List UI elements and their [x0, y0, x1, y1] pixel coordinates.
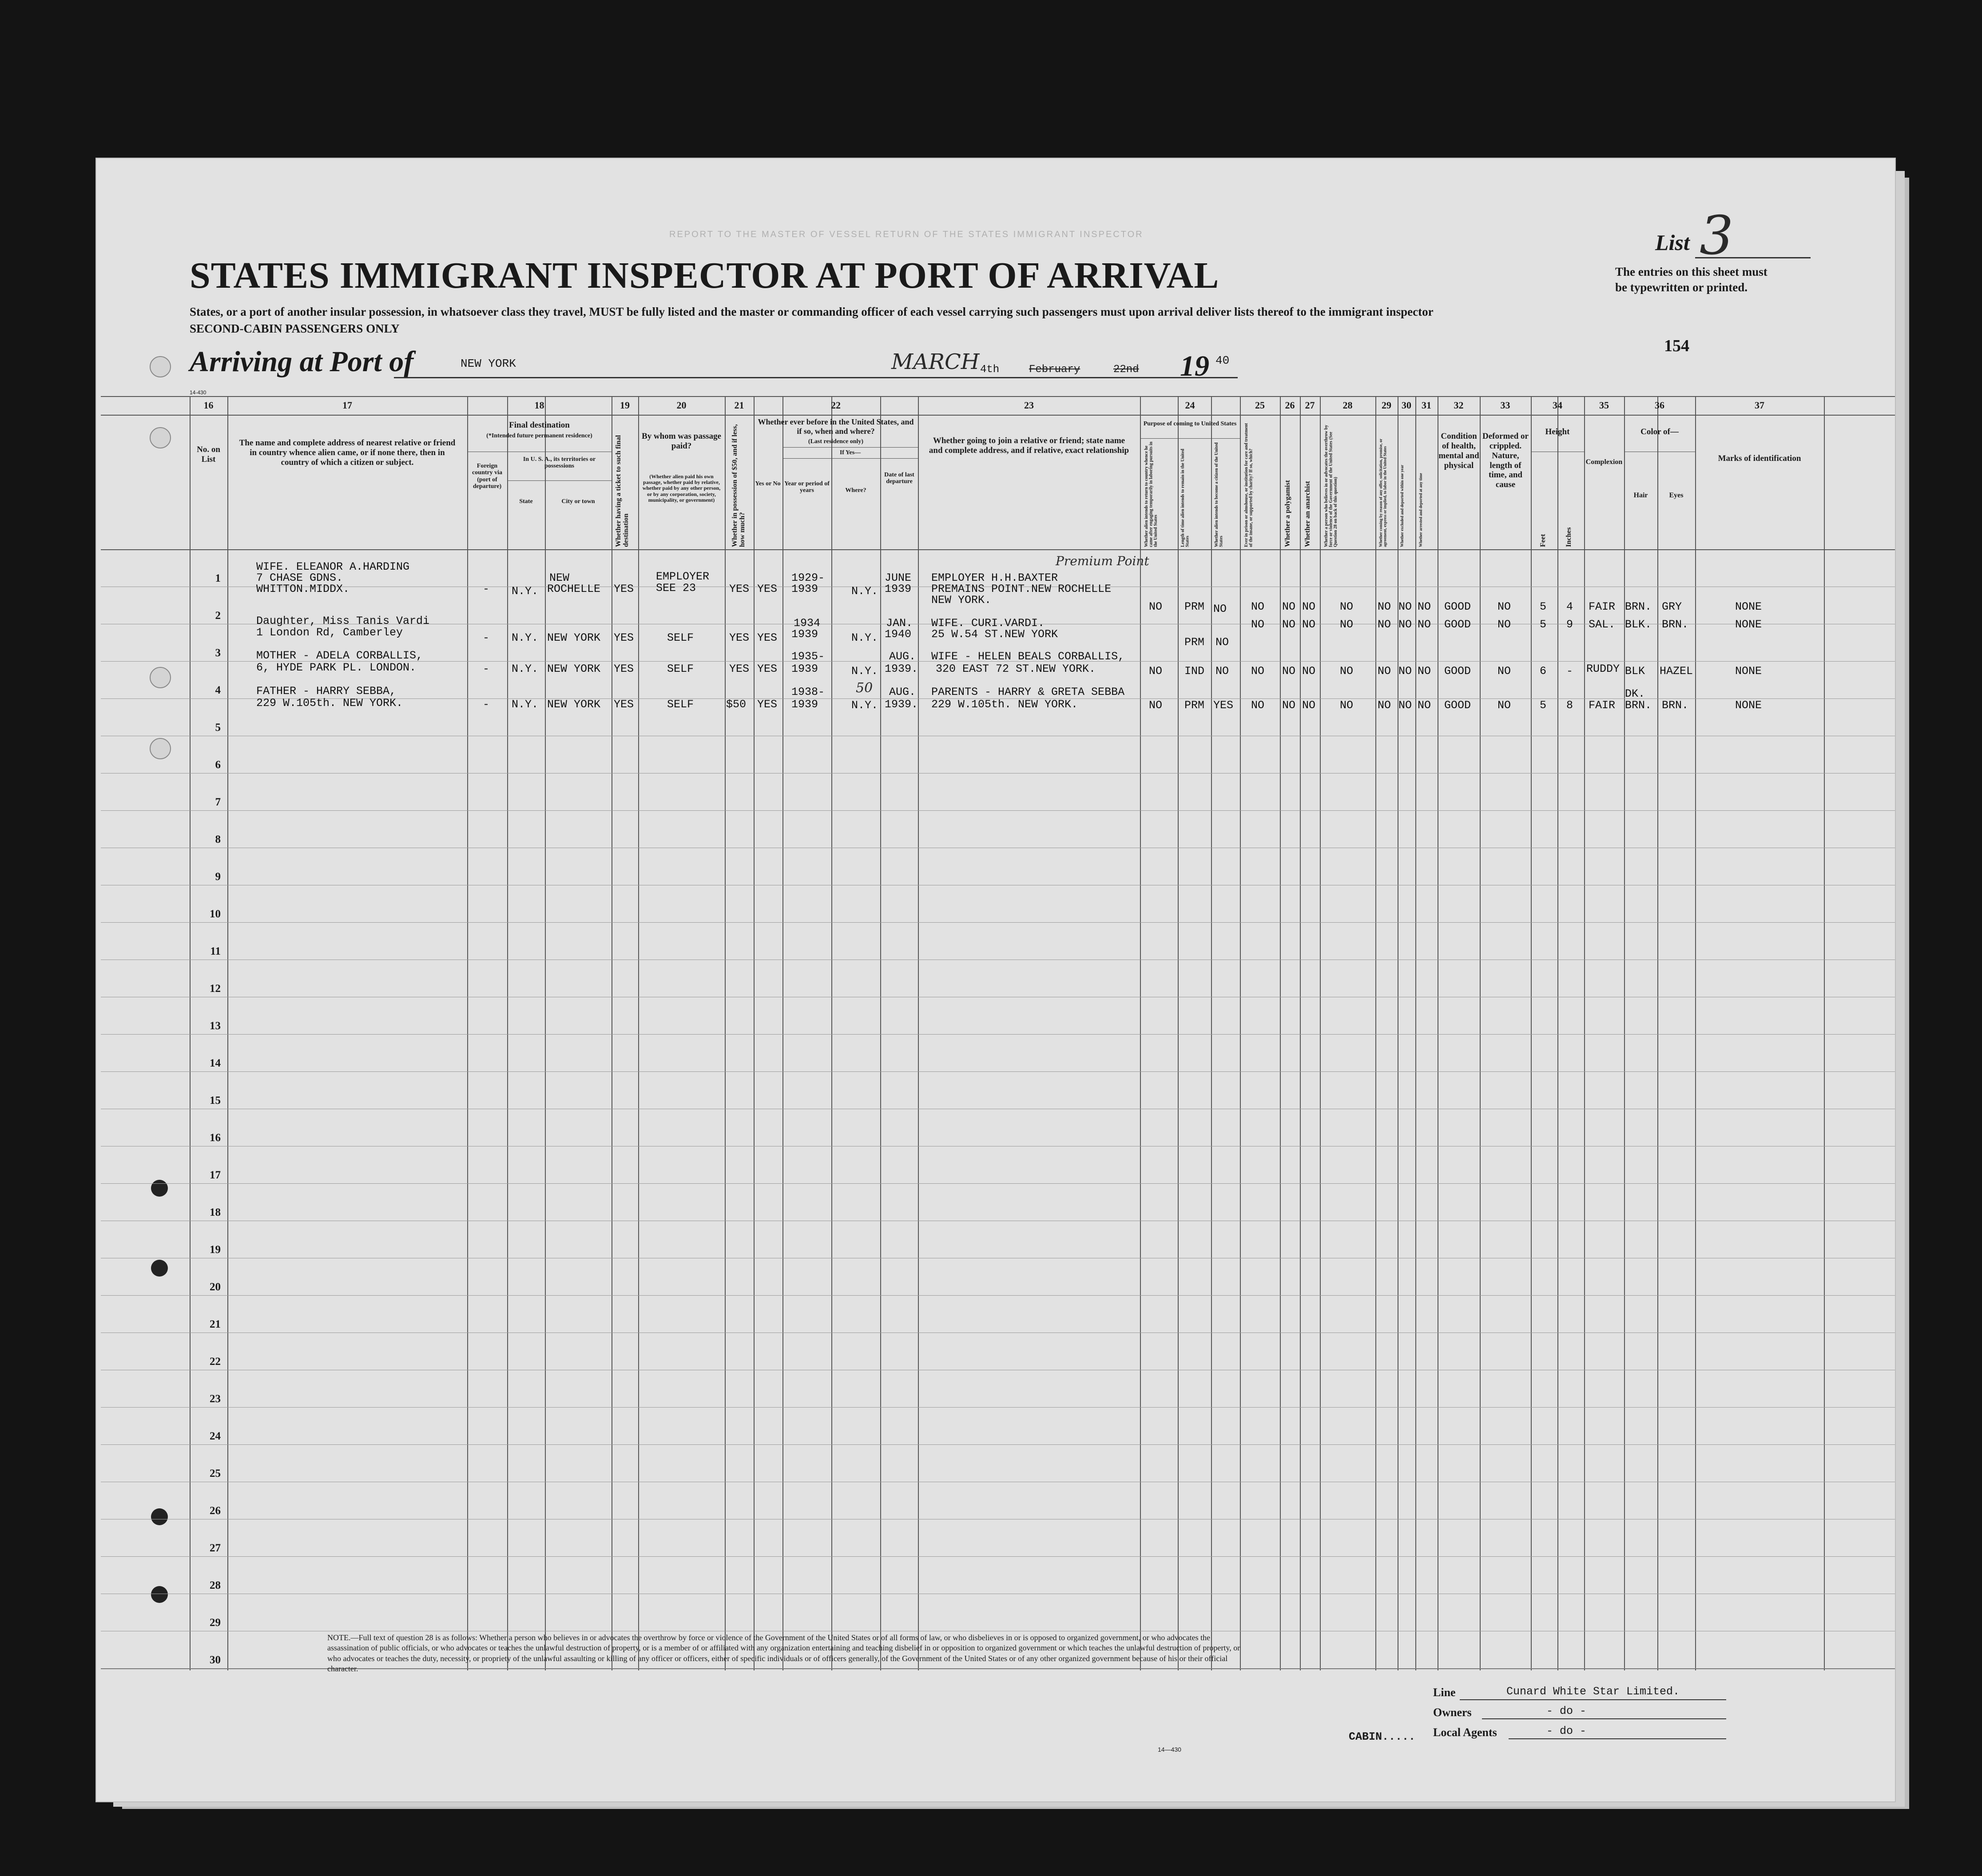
col-number: 30: [1402, 400, 1411, 411]
row2-date-line1: JAN.: [886, 617, 913, 630]
row1-purpose-b: PRM: [1184, 600, 1205, 613]
owners-value: - do -: [1546, 1705, 1587, 1717]
row3-years-line1: 1935-: [791, 650, 825, 663]
page-title: STATES IMMIGRANT INSPECTOR AT PORT OF ARRIVAL: [190, 255, 1219, 296]
header-col34: Height: [1545, 427, 1570, 436]
manifest-sheet: [95, 158, 1896, 1802]
row3-join-line1: WIFE - HELEN BEALS CORBALLIS,: [931, 650, 1125, 663]
header-col24-b: Length of time alien intends to remain in the United States: [1180, 448, 1190, 547]
col-number: 34: [1553, 400, 1562, 411]
row-number: 6: [215, 759, 221, 771]
row1-where: N.Y.: [851, 585, 878, 598]
col-number: 26: [1285, 400, 1295, 411]
cabin-label: CABIN.....: [1349, 1730, 1416, 1743]
row1-years-line2: 1939: [791, 583, 818, 595]
row2-c29: NO: [1378, 618, 1391, 631]
row3-c29: NO: [1378, 665, 1391, 678]
row2-paid-line1: SELF: [667, 631, 694, 644]
row1-c29: NO: [1378, 600, 1391, 613]
list-number: 3: [1700, 205, 1734, 267]
row4-marks: NONE: [1735, 699, 1762, 712]
row2-years-line2: 1939: [791, 628, 818, 641]
row-number: 22: [210, 1356, 221, 1368]
row4-c29: NO: [1378, 699, 1391, 712]
header-col22-sub: (Last residence only): [808, 438, 864, 445]
list-underline: [1695, 257, 1811, 258]
row4-join-line2: 229 W.105th. NEW YORK.: [931, 698, 1078, 711]
day-typed: 4th: [980, 364, 1000, 376]
header-col29: Whether coming by reason of any offer, solicitation, promise, or agreement, express or implied, to labor in the United States: [1378, 439, 1387, 547]
header-col34-inches: Inches: [1565, 527, 1573, 547]
header-col24-c: Whether alien intends to become a citizen of the United States: [1214, 442, 1224, 547]
struck-month: February: [1029, 364, 1080, 376]
col-number: 24: [1185, 400, 1195, 411]
row-number: 20: [210, 1281, 221, 1293]
col-number: 35: [1599, 400, 1609, 411]
row3-c28: NO: [1340, 665, 1354, 678]
header-col34-feet: Feet: [1539, 534, 1547, 547]
row3-join-line2: 320 EAST 72 ST.NEW YORK.: [936, 662, 1096, 675]
owners-label: Owners: [1433, 1706, 1472, 1719]
row2-date-line2: 1940: [885, 628, 912, 641]
header-col22-date: Date of last departure: [884, 472, 914, 485]
row4-deformed: NO: [1497, 699, 1511, 712]
row1-paid-line2: SEE 23: [656, 582, 696, 595]
col-number: 20: [676, 400, 687, 411]
row3-paid-line1: SELF: [667, 662, 694, 675]
row2-state: N.Y.: [512, 631, 539, 644]
row1-date-line2: 1939: [885, 583, 912, 595]
arriving-underline: [394, 377, 1238, 378]
row4-state: N.Y.: [512, 698, 539, 711]
row1-join-line3: NEW YORK.: [931, 594, 992, 607]
row2-foreign: -: [483, 631, 490, 644]
row-number: 12: [210, 983, 221, 995]
header-col22-yesno: Yes or No: [755, 480, 781, 487]
row4-hair-line1: DK.: [1625, 687, 1645, 700]
header-col18-sub: (*Intended future permanent residence): [486, 432, 592, 439]
col-number: 23: [1024, 400, 1034, 411]
header-col27: Whether an anarchist: [1304, 481, 1311, 547]
row-guide-line: [101, 810, 1895, 811]
row3-date-line2: 1939.: [885, 662, 918, 675]
header-col25: Ever in prison or almshouse, or institution for care and treatment of the insane, or supported by charity? If so, which?: [1244, 423, 1254, 547]
arriving-label: Arriving at Port of: [190, 345, 414, 378]
row2-marks: NONE: [1735, 618, 1762, 631]
header-col23: Whether going to join a relative or friend; state name and complete address, and if relative, exact relationship: [929, 436, 1129, 455]
col-number: 29: [1382, 400, 1391, 411]
row3-date-line1: AUG.: [889, 650, 916, 663]
header-col32: Condition of health, mental and physical: [1438, 432, 1479, 470]
row4-where-handwritten: 50: [856, 680, 873, 696]
row-number: 15: [210, 1095, 221, 1107]
row3-hair: BLK: [1625, 665, 1645, 678]
header-col26: Whether a polygamist: [1284, 480, 1291, 547]
row3-before: YES: [757, 662, 778, 675]
row-number: 1: [215, 572, 221, 584]
line-value: Cunard White Star Limited.: [1506, 1685, 1680, 1698]
typewritten-note-2: be typewritten or printed.: [1615, 281, 1748, 294]
row-number: 9: [215, 871, 221, 883]
row2-city-line1: NEW YORK: [547, 631, 601, 644]
row1-deformed: NO: [1497, 600, 1511, 613]
col-number: 17: [342, 400, 352, 411]
col-number: 22: [831, 400, 841, 411]
row4-purpose-c: YES: [1213, 699, 1234, 712]
row2-purpose-b: PRM: [1184, 636, 1205, 649]
row-number: 29: [210, 1617, 221, 1629]
row3-eyes: HAZEL: [1660, 665, 1693, 678]
row3-ticket: YES: [614, 662, 634, 675]
row2-c30: NO: [1398, 618, 1412, 631]
row4-date-line2: 1939.: [885, 698, 918, 711]
row3-purpose-b: IND: [1184, 665, 1205, 678]
header-col19: Whether having a ticket to such final destination: [615, 435, 630, 547]
row2-complexion: SAL.: [1589, 618, 1616, 631]
row4-date-line1: AUG.: [889, 686, 916, 698]
row1-date-line1: JUNE: [885, 571, 912, 584]
row3-years-line2: 1939: [791, 662, 818, 675]
row3-relative-line2: 6, HYDE PARK PL. LONDON.: [256, 661, 417, 674]
row1-paid-line1: EMPLOYER: [656, 570, 710, 583]
row2-c26: NO: [1282, 618, 1296, 631]
row4-c31: NO: [1418, 699, 1431, 712]
header-col18-title: Final destination: [509, 420, 570, 430]
row4-inches: 8: [1566, 699, 1573, 712]
row3-marks: NONE: [1735, 665, 1762, 678]
row2-feet: 5: [1540, 618, 1547, 631]
row1-c30: NO: [1398, 600, 1412, 613]
row-number: 26: [210, 1505, 221, 1517]
list-label: List: [1655, 230, 1690, 255]
row4-c27: NO: [1302, 699, 1316, 712]
row-guide-line: [101, 1295, 1895, 1296]
row2-inches: 9: [1566, 618, 1573, 631]
row4-purpose-a: NO: [1149, 699, 1163, 712]
header-col17: The name and complete address of nearest relative or friend in country whence alien came, or if none there, then in country of which a citizen or subject.: [239, 438, 456, 467]
punch-hole: [150, 356, 171, 377]
header-col22-title: Whether ever before in the United States, and if so, when and where?: [758, 417, 914, 436]
row1-c27: NO: [1302, 600, 1316, 613]
col-number: 19: [620, 400, 630, 411]
instructions-text: States, or a port of another insular possession, in whatsoever class they travel, MUST be fully listed and the master or commanding officer of each vessel carrying such passengers must upon arrival deliver lists thereof to the immigrant inspector: [190, 305, 1434, 318]
row-guide-line: [101, 1556, 1895, 1557]
row3-money: YES: [729, 662, 750, 675]
row4-ticket: YES: [614, 698, 634, 711]
header-col18-foreign: Foreign country via (port of departure): [472, 463, 503, 490]
header-col31: Whether arrested and deported at any time: [1418, 473, 1423, 547]
row2-c31: NO: [1418, 618, 1431, 631]
row3-purpose-c: NO: [1215, 665, 1229, 678]
row4-foreign: -: [483, 698, 490, 711]
header-col20-title: By whom was passage paid?: [642, 432, 721, 451]
row1-relative-line1: WIFE. ELEANOR A.HARDING: [256, 560, 410, 573]
header-col24-title: Purpose of coming to United States: [1143, 420, 1237, 427]
row-number: 3: [215, 647, 221, 659]
row1-state: N.Y.: [512, 585, 539, 598]
col-number: 32: [1454, 400, 1464, 411]
row4-relative-line1: FATHER - HARRY SEBBA,: [256, 685, 397, 698]
year-prefix: 19: [1180, 350, 1209, 382]
row-number: 14: [210, 1057, 221, 1069]
row1-city-line2: ROCHELLE: [547, 583, 601, 595]
row-number: 17: [210, 1169, 221, 1181]
struck-day: 22nd: [1113, 364, 1139, 376]
class-line: SECOND-CABIN PASSENGERS ONLY: [190, 322, 400, 335]
row-number: 5: [215, 722, 221, 734]
row4-eyes: BRN.: [1662, 699, 1689, 712]
row3-relative-line1: MOTHER - ADELA CORBALLIS,: [256, 649, 423, 662]
row2-purpose-c: NO: [1215, 636, 1229, 649]
row3-feet: 6: [1540, 665, 1547, 678]
header-col36-hair: Hair: [1633, 492, 1648, 499]
row3-state: N.Y.: [512, 662, 539, 675]
row4-hair: BRN.: [1625, 699, 1652, 712]
row1-hair: BRN.: [1625, 600, 1652, 613]
row-number: 13: [210, 1020, 221, 1032]
col-number: 16: [203, 400, 214, 411]
row2-where: N.Y.: [851, 631, 878, 644]
row-guide-line: [101, 1407, 1895, 1408]
col-number: 25: [1255, 400, 1265, 411]
row4-complexion: FAIR: [1589, 699, 1616, 712]
header-col18-city: City or town: [561, 498, 595, 505]
faint-heading: REPORT TO THE MASTER OF VESSEL RETURN OF THE STATES IMMIGRANT INSPECTOR: [669, 230, 1144, 239]
row1-c28: NO: [1340, 600, 1354, 613]
row4-money: $50: [726, 698, 747, 711]
header-col18-usa: In U. S. A., its territories or possessions: [523, 456, 596, 470]
row1-relative-line2: 7 CHASE GDNS.: [256, 571, 343, 584]
header-col21: Whether in possession of $50, and if less, how much?: [731, 424, 746, 547]
row-guide-line: [101, 1071, 1895, 1072]
row-number: 27: [210, 1542, 221, 1554]
row2-deformed: NO: [1497, 618, 1511, 631]
row-number: 30: [210, 1654, 221, 1666]
row4-join-line1: PARENTS - HARRY & GRETA SEBBA: [931, 686, 1125, 698]
row1-health: GOOD: [1444, 600, 1471, 613]
row-number: 7: [215, 796, 221, 808]
col-number: 36: [1655, 400, 1664, 411]
header-col20-sub: (Whether alien paid his own passage, whether paid by relative, whether paid by any other person, or by any corporation, society, municipality, or government): [642, 473, 721, 503]
row4-where: N.Y.: [851, 699, 878, 712]
header-col22-where: Where?: [845, 487, 866, 494]
header-col33: Deformed or crippled. Nature, length of time, and cause: [1482, 432, 1529, 490]
col-number: 27: [1305, 400, 1315, 411]
row1-feet: 5: [1540, 600, 1547, 613]
row1-relative-line3: WHITTON.MIDDX.: [256, 583, 350, 595]
row-number: 4: [215, 684, 221, 696]
month-handwritten: MARCH: [891, 349, 980, 374]
row2-health: GOOD: [1444, 618, 1471, 631]
row3-c31: NO: [1418, 665, 1431, 678]
row2-eyes: BRN.: [1662, 618, 1689, 631]
header-col36-eyes: Eyes: [1669, 492, 1684, 499]
row3-city-line1: NEW YORK: [547, 662, 601, 675]
row2-c25: NO: [1251, 618, 1265, 631]
row1-join-line1: EMPLOYER H.H.BAXTER: [931, 571, 1058, 584]
header-col18-state: State: [519, 498, 533, 505]
row1-complexion: FAIR: [1589, 600, 1616, 613]
row4-c30: NO: [1398, 699, 1412, 712]
row-guide-line: [101, 922, 1895, 923]
row2-money: YES: [729, 631, 750, 644]
row-guide-line: [101, 1444, 1895, 1445]
row3-c30: NO: [1398, 665, 1412, 678]
row1-c26: NO: [1282, 600, 1296, 613]
row4-feet: 5: [1540, 699, 1547, 712]
row3-inches: -: [1566, 665, 1573, 678]
row3-foreign: -: [483, 662, 490, 675]
row4-paid-line1: SELF: [667, 698, 694, 711]
col-number: 31: [1422, 400, 1431, 411]
row-number: 19: [210, 1244, 221, 1256]
row-number: 16: [210, 1132, 221, 1144]
row1-before: YES: [757, 583, 778, 595]
row1-inches: 4: [1566, 600, 1573, 613]
row2-c28: NO: [1340, 618, 1354, 631]
row-number: 11: [210, 945, 221, 957]
row1-ticket: YES: [614, 583, 634, 595]
row-number: 21: [210, 1318, 221, 1330]
row1-money: YES: [729, 583, 750, 595]
row4-before: YES: [757, 698, 778, 711]
row-guide-line: [101, 1183, 1895, 1184]
row3-c26: NO: [1282, 665, 1296, 678]
row3-purpose-a: NO: [1149, 665, 1163, 678]
question-28-note: NOTE.—Full text of question 28 is as follows: Whether a person who believes in or advocates the overthrow by force or violence of the Government of the United States or of all forms of law, or who disbelieves in or is opposed to organized government, or who advocates the assassination of public officials, or who advocates or teaches the unlawful destruction of property, or is a member of or affiliated with any organization entertaining and teaching disbelief in or opposition to organized government or which teaches the unlawful destruction of property, or who advocates or teaches the duty, necessity, or propriety of the unlawful assaulting or killing of any officer or officers, either of specific individuals or of officers generally, of the Government of the United States or of any other organized government because of his or their official character.: [327, 1633, 1240, 1674]
port-name: NEW YORK: [461, 357, 516, 370]
row1-join-handwritten: Premium Point: [1056, 554, 1149, 568]
row-number: 28: [210, 1579, 221, 1591]
row4-health: GOOD: [1444, 699, 1471, 712]
row-number: 23: [210, 1393, 221, 1405]
line-label: Line: [1433, 1686, 1456, 1699]
row1-c31: NO: [1418, 600, 1431, 613]
header-col24-a: Whether alien intends to return to country whence he came after engaging temporarily in laboring pursuits in the United States: [1144, 441, 1158, 547]
row-number: 2: [215, 610, 221, 622]
row3-c25: NO: [1251, 665, 1265, 678]
row4-c26: NO: [1282, 699, 1296, 712]
row1-marks: NONE: [1735, 600, 1762, 613]
agents-value: - do -: [1546, 1725, 1587, 1737]
row1-purpose-a: NO: [1149, 600, 1163, 613]
row-guide-line: [101, 1034, 1895, 1035]
header-col22-ifyes: If Yes—: [839, 449, 861, 456]
row2-hair: BLK.: [1625, 618, 1652, 631]
row2-ticket: YES: [614, 631, 634, 644]
row1-foreign: -: [483, 583, 490, 595]
col-number: 28: [1343, 400, 1353, 411]
row1-eyes: GRY: [1662, 600, 1682, 613]
row4-c25: NO: [1251, 699, 1265, 712]
row2-years-line1: 1934: [794, 617, 821, 630]
row2-c27: NO: [1302, 618, 1316, 631]
agents-label: Local Agents: [1433, 1726, 1497, 1739]
header-no-on-list: No. on List: [197, 445, 220, 464]
row3-deformed: NO: [1497, 665, 1511, 678]
col-number: 21: [734, 400, 744, 411]
col-number: 37: [1755, 400, 1764, 411]
typewritten-note-1: The entries on this sheet must: [1615, 265, 1768, 278]
col-number: 33: [1500, 400, 1510, 411]
header-col37: Marks of identification: [1718, 454, 1801, 463]
row4-relative-line2: 229 W.105th. NEW YORK.: [256, 697, 403, 710]
manifest-table: [101, 396, 1895, 1670]
row1-c25: NO: [1251, 600, 1265, 613]
row-number: 25: [210, 1467, 221, 1479]
row1-purpose-c: NO: [1213, 603, 1227, 615]
row4-years-line1: 1938-: [791, 686, 825, 698]
note-form-code: 14—430: [1158, 1746, 1181, 1753]
row4-c28: NO: [1340, 699, 1354, 712]
row-number: 8: [215, 833, 221, 845]
row1-city-line1: NEW: [549, 571, 570, 584]
row2-relative-line1: Daughter, Miss Tanis Vardi: [256, 615, 430, 627]
row-number: 10: [210, 908, 221, 920]
row2-before: YES: [757, 631, 778, 644]
header-col22-years: Year or period of years: [784, 480, 830, 494]
year-suffix: 40: [1215, 354, 1230, 367]
row-number: 18: [210, 1206, 221, 1218]
row3-c27: NO: [1302, 665, 1316, 678]
row4-purpose-b: PRM: [1184, 699, 1205, 712]
header-col30: Whether excluded and deported within one year: [1400, 464, 1404, 547]
header-col28: Whether a person who believes in or advocates the overthrow by force or violence of the Government of the United States (See Question 28 on back of this question): [1324, 425, 1338, 547]
row3-complexion: RUDDY: [1586, 662, 1620, 675]
row3-health: GOOD: [1444, 665, 1471, 678]
col-number: 18: [534, 400, 544, 411]
header-col36: Color of—: [1640, 427, 1679, 436]
form-code: 14-430: [190, 389, 207, 396]
row-number: 24: [210, 1430, 221, 1442]
row4-years-line2: 1939: [791, 698, 818, 711]
row2-join-line2: 25 W.54 ST.NEW YORK: [931, 628, 1058, 641]
row1-years-line1: 1929-: [791, 571, 825, 584]
row4-city-line1: NEW YORK: [547, 698, 601, 711]
row3-where: N.Y.: [851, 665, 878, 678]
header-col35: Complexion: [1585, 458, 1623, 466]
row2-join-line1: WIFE. CURI.VARDI.: [931, 617, 1045, 630]
row2-relative-line2: 1 London Rd, Camberley: [256, 626, 403, 639]
page-number: 154: [1664, 337, 1689, 355]
row1-join-line2: PREMAINS POINT.NEW ROCHELLE: [931, 583, 1112, 595]
